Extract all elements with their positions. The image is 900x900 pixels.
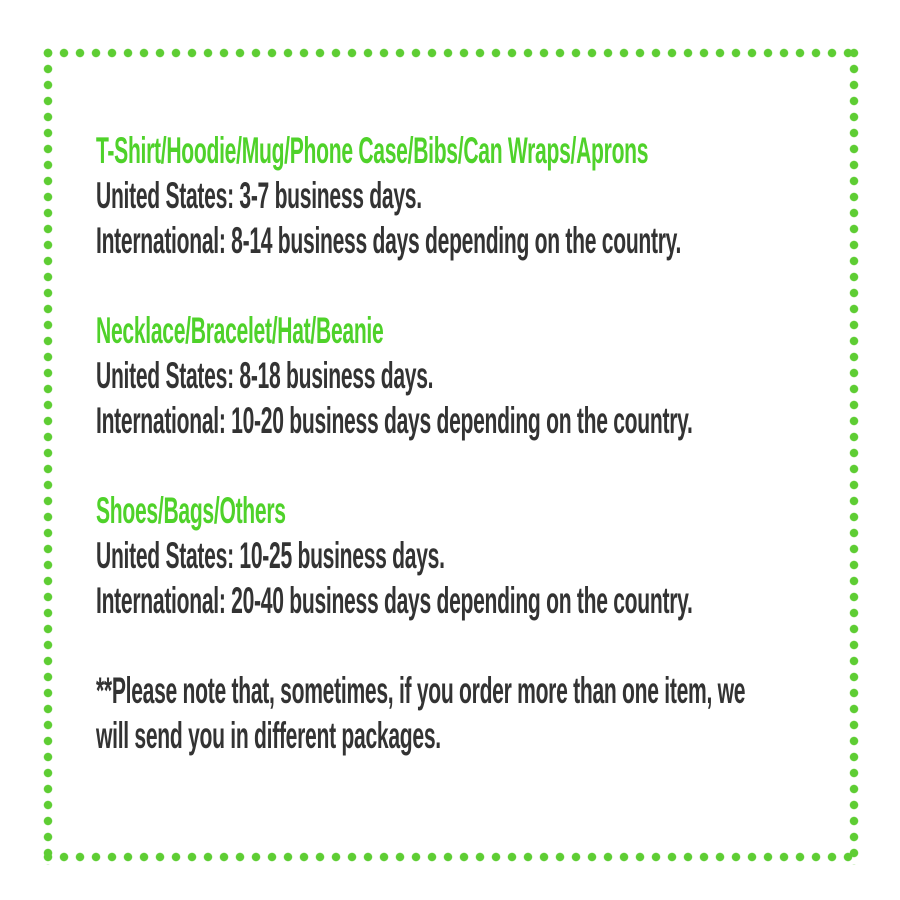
international-shipping-line: [96, 218, 856, 263]
note-line: [96, 713, 856, 758]
shipping-times-content: [96, 128, 856, 758]
note-line-text: will send you in different packages.: [96, 715, 441, 756]
section-shoes-bags: [96, 488, 856, 623]
us-shipping-text: United States: 10-25 business days.: [96, 535, 445, 576]
us-shipping-text: United States: 8-18 business days.: [96, 355, 434, 396]
section-heading: [96, 488, 856, 533]
international-shipping-line: [96, 578, 856, 623]
packages-note: [96, 668, 856, 758]
international-shipping-line: [96, 398, 856, 443]
us-shipping-text: United States: 3-7 business days.: [96, 175, 422, 216]
dotted-border-left: [40, 45, 56, 865]
section-heading-text: Necklace/Bracelet/Hat/Beanie: [96, 310, 384, 351]
section-heading-text: T-Shirt/Hoodie/Mug/Phone Case/Bibs/Can Wraps/Aprons: [96, 130, 649, 171]
dotted-border-bottom: [40, 849, 856, 865]
international-shipping-text: International: 8-14 business days depending on the country.: [96, 220, 682, 261]
international-shipping-text: International: 20-40 business days depending on the country.: [96, 580, 693, 621]
section-apparel: [96, 128, 856, 263]
dotted-border-top: [40, 45, 856, 61]
note-line-text: **Please note that, sometimes, if you order more than one item, we: [96, 670, 746, 711]
section-jewelry: [96, 308, 856, 443]
us-shipping-line: [96, 353, 856, 398]
section-heading: [96, 308, 856, 353]
us-shipping-line: [96, 533, 856, 578]
section-heading-text: Shoes/Bags/Others: [96, 490, 286, 531]
international-shipping-text: International: 10-20 business days depending on the country.: [96, 400, 693, 441]
us-shipping-line: [96, 173, 856, 218]
section-heading: [96, 128, 856, 173]
note-line: [96, 668, 856, 713]
